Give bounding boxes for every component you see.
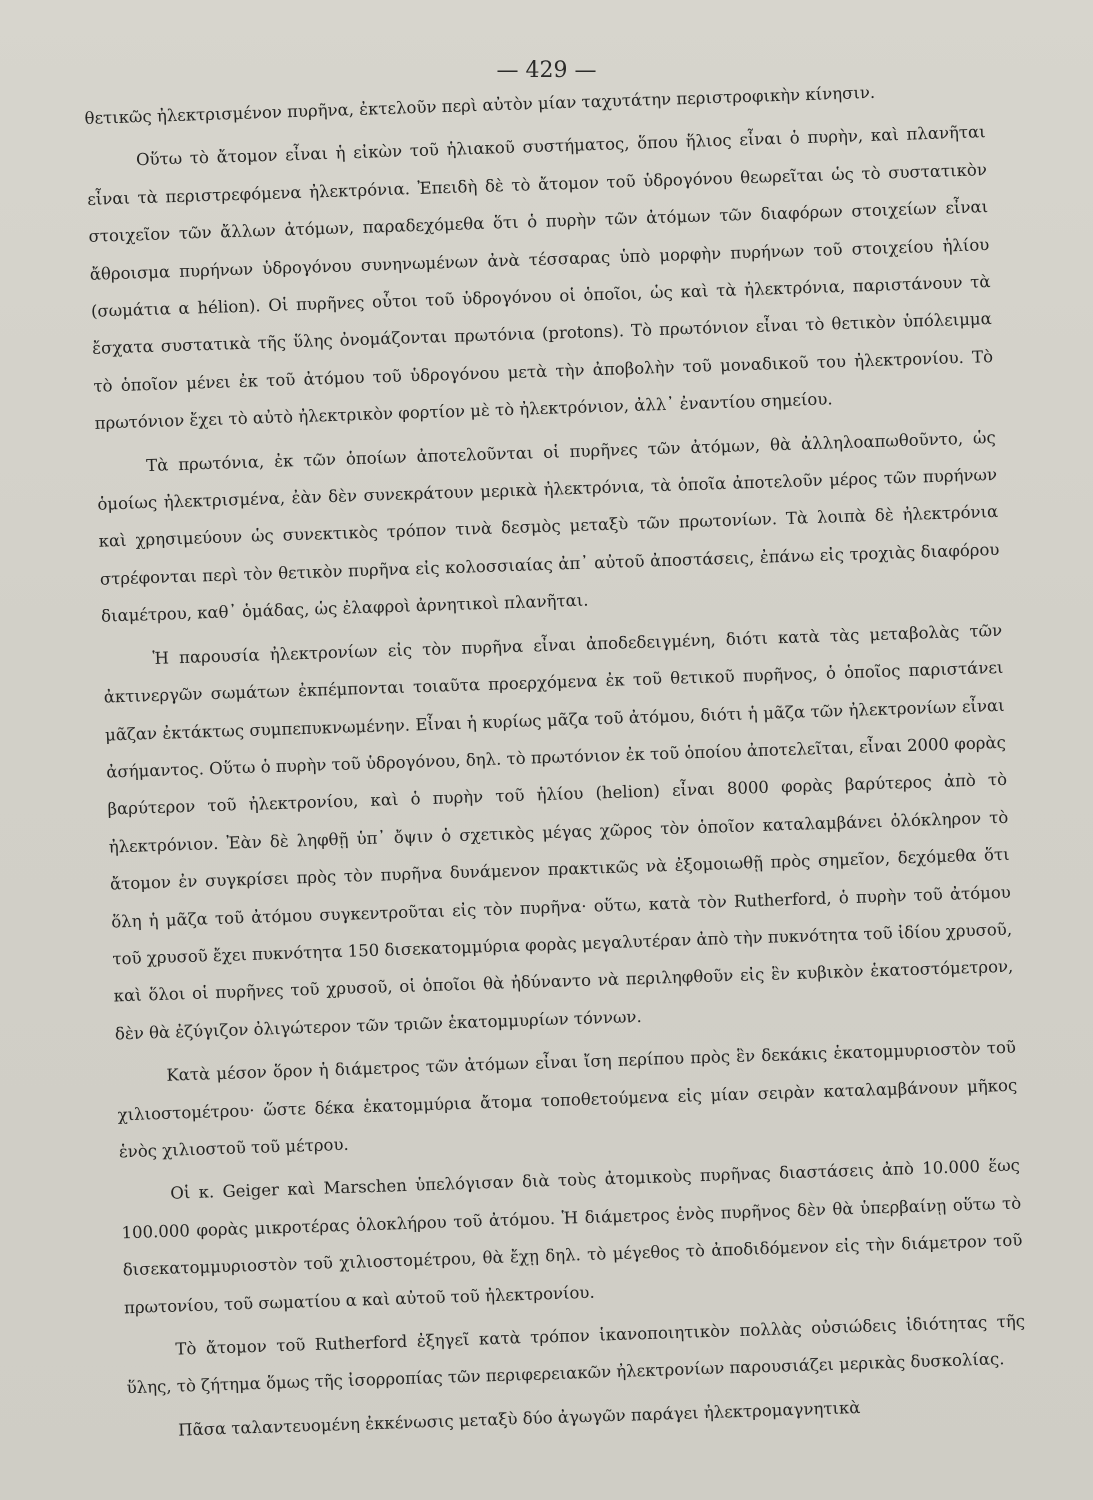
paragraph-4: Ἡ παρουσία ἠλεκτρονίων εἰς τὸν πυρῆνα εἶναι ἀποδεδειγμένη, διότι κατὰ τὰς μεταβολὰς τῶν ἀκτινεργῶν σωμάτων ἐκπέμπονται τοιαῦτα προερχόμενα ἐκ τοῦ θετικοῦ πυρῆνος, ὁ ὁποῖος παριστάνει μᾶζαν ἐκτάκτως συμπεπυκνωμένην. Εἶναι ἡ κυρίως μᾶζα τοῦ ἀτόμου, διότι ἡ μᾶζα τῶν ἠλεκτρονίων εἶναι ἀσήμαντος. Οὕτω ὁ πυρὴν τοῦ ὑδρογόνου, δηλ. τὸ πρωτόνιον ἐκ τοῦ ὁποίου ἀποτελεῖται, εἶναι 2000 φορὰς βαρύτερον τοῦ ἠλεκτρονίου, καὶ ὁ πυρὴν τοῦ ἡλίου (helion) εἶναι 8000 φορὰς βαρύτερος ἀπὸ τὸ ἠλεκτρόνιον. Ἐὰν δὲ ληφθῇ ὑπ᾽ ὄψιν ὁ σχετικὸς μέγας χῶρος τὸν ὁποῖον καταλαμβάνει ὁλόκληρον τὸ ἄτομον ἐν συγκρίσει πρὸς τὸν πυρῆνα δυνάμενον πρακτικῶς νὰ ἐξομοιωθῇ πρὸς σημεῖον, δεχόμεθα ὅτι ὅλη ἡ μᾶζα τοῦ ἀτόμου συγκεντροῦται εἰς τὸν πυρῆνα· οὕτω, κατὰ τὸν Rutherford, ὁ πυρὴν τοῦ ἀτόμου τοῦ χρυσοῦ ἔχει πυκνότητα 150 δισεκατομμύρια φορὰς μεγαλυτέραν ἀπὸ τὴν πυκνότητα τοῦ ἰδίου χρυσοῦ, καὶ ὅλοι οἱ πυρῆνες τοῦ χρυσοῦ, οἱ ὁποῖοι θὰ ἠδύναντο νὰ περιληφθοῦν εἰς ἓν κυβικὸν ἑκατοστόμετρον, δὲν θὰ ἐζύγιζον ὀλιγώτερον τῶν τριῶν ἑκατομμυρίων τόννων. <box>103 620 1014 1044</box>
page-number: — 429 — <box>496 58 597 83</box>
paragraph-7: Τὸ ἄτομον τοῦ Rutherford ἐξηγεῖ κατὰ τρόπον ἱκανοποιητικὸν πολλὰς οὐσιώδεις ἰδιότητας τῆς ὕλης, τὸ ζήτημα ὅμως τῆς ἰσορροπίας τῶν περιφερειακῶν ἠλεκτρονίων παρουσιάζει μερικὰς δυσκολίας. <box>126 1311 1026 1398</box>
paragraph-5: Κατὰ μέσον ὅρον ἡ διάμετρος τῶν ἀτόμων εἶναι ἴση περίπου πρὸς ἓν δεκάκις ἑκατομμυριοστὸν τοῦ χιλιοστομέτρου· ὥστε δέκα ἑκατομμύρια ἄτομα τοποθετούμενα εἰς μίαν σειρὰν καταλαμβάνουν μῆκος ἑνὸς χιλιοστοῦ τοῦ μέτρου. <box>117 1037 1018 1162</box>
paragraph-8: Πᾶσα ταλαντευομένη ἐκκένωσις μεταξὺ δύο ἀγωγῶν παράγει ἠλεκτρομαγνητικὰ <box>177 1397 861 1440</box>
paragraph-1: θετικῶς ἠλεκτρισμένον πυρῆνα, ἐκτελοῦν περὶ αὐτὸν μίαν ταχυτάτην περιστροφικὴν κίνησιν. <box>84 82 876 128</box>
paragraph-2: Οὕτω τὸ ἄτομον εἶναι ἡ εἰκὼν τοῦ ἡλιακοῦ συστήματος, ὅπου ἥλιος εἶναι ὁ πυρὴν, καὶ πλανῆται εἶναι τὰ περιστρεφόμενα ἠλεκτρόνια. Ἐπειδὴ δὲ τὸ ἄτομον τοῦ ὑδρογόνου θεωρεῖται ὡς τὸ συστατικὸν στοιχεῖον τῶν ἄλλων ἀτόμων, παραδεχόμεθα ὅτι ὁ πυρὴν τῶν ἀτόμων τῶν διαφόρων στοιχείων εἶναι ἄθροισμα πυρήνων ὑδρογόνου συνηνωμένων ἀνὰ τέσσαρας ὑπὸ μορφὴν πυρήνων τοῦ στοιχείου ἡλίου (σωμάτια α hélion). Οἱ πυρῆνες οὗτοι τοῦ ὑδρογόνου οἱ ὁποῖοι, ὡς καὶ τὰ ἠλεκτρόνια, παριστάνουν τὰ ἔσχατα συστατικὰ τῆς ὕλης ὀνομάζονται πρωτόνια (protons). Τὸ πρωτόνιον εἶναι τὸ θετικὸν ὑπόλειμμα τὸ ὁποῖον μένει ἐκ τοῦ ἀτόμου τοῦ ὑδρογόνου μετὰ τὴν ἀποβολὴν τοῦ μοναδικοῦ του ἠλεκτρονίου. Τὸ πρωτόνιον ἔχει τὸ αὐτὸ ἠλεκτρικὸν φορτίον μὲ τὸ ἠλεκτρόνιον, ἀλλ᾽ ἐναντίου σημείου. <box>86 122 994 434</box>
paragraph-3: Τὰ πρωτόνια, ἐκ τῶν ὁποίων ἀποτελοῦνται οἱ πυρῆνες τῶν ἀτόμων, θὰ ἀλληλοαπωθοῦντο, ὡς ὁμοίως ἠλεκτρισμένα, ἐὰν δὲν συνεκράτουν μερικὰ ἠλεκτρόνια, τὰ ὁποῖα ἀποτελοῦν μέρος τῶν πυρήνων καὶ χρησιμεύουν ὡς συνεκτικὸς τρόπον τινὰ δεσμὸς μεταξὺ τῶν πρωτονίων. Τὰ λοιπὰ δὲ ἠλεκτρόνια στρέφονται περὶ τὸν θετικὸν πυρῆνα εἰς κολοσσιαίας ἀπ᾽ αὐτοῦ ἀποστάσεις, ἐπάνω εἰς τροχιὰς διαφόρου διαμέτρου, καθ᾽ ὁμάδας, ὡς ἐλαφροὶ ἀρνητικοὶ πλανῆται. <box>97 427 1000 626</box>
body-text <box>84 70 1029 1456</box>
paragraph-6: Οἱ κ. Geiger καὶ Marschen ὑπελόγισαν διὰ τοὺς ἀτομικοὺς πυρῆνας διαστάσεις ἀπὸ 10.000 ἕως 100.000 φορὰς μικροτέρας ὁλοκλήρου τοῦ ἀτόμου. Ἡ διάμετρος ἑνὸς πυρῆνος δὲν θὰ ὑπερβαίνῃ οὕτω τὸ δισεκατομμυριοστὸν τοῦ χιλιοστομέτρου, θὰ ἔχῃ δηλ. τὸ μέγεθος τὸ ἀποδιδόμενον εἰς τὴν διάμετρον τοῦ πρωτονίου, τοῦ σωματίου α καὶ αὐτοῦ τοῦ ἠλεκτρονίου. <box>121 1155 1023 1317</box>
